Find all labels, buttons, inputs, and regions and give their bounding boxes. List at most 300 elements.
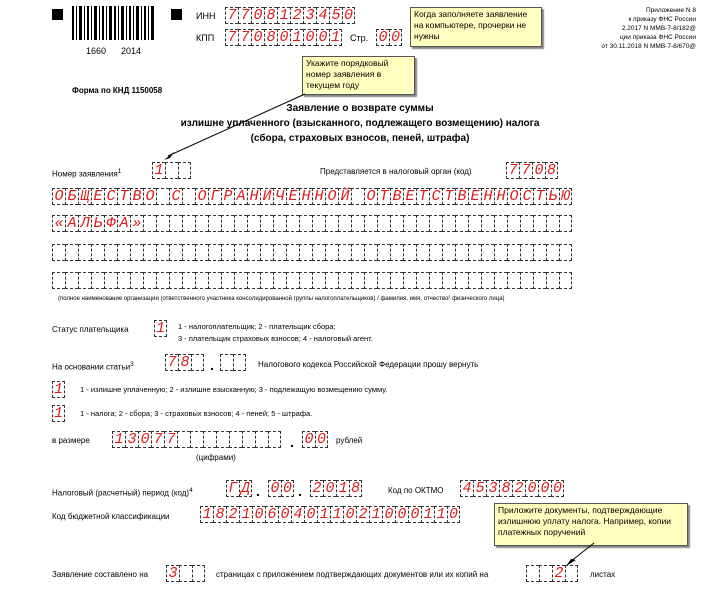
char-cell: [208, 272, 221, 289]
status-cells[interactable]: [154, 320, 167, 337]
char-cell: 7: [506, 162, 519, 179]
char-cell: 0: [532, 162, 545, 179]
char-cell: 0: [395, 506, 408, 523]
char-cell: 8: [350, 480, 360, 497]
char-cell: [533, 272, 546, 289]
char-cell: 0: [252, 506, 265, 523]
period-cells-2[interactable]: [268, 480, 294, 497]
article-cells[interactable]: [165, 354, 204, 371]
char-cell: [364, 215, 377, 232]
char-cell: Н: [494, 188, 507, 205]
char-cell: 5: [329, 7, 342, 24]
char-cell: [442, 244, 455, 261]
kbk-cells[interactable]: [200, 506, 460, 523]
char-cell: А: [65, 215, 78, 232]
char-cell: [229, 431, 242, 448]
char-cell: 7: [165, 354, 178, 371]
char-cell: [182, 188, 195, 205]
char-cell: [507, 244, 520, 261]
char-cell: [565, 565, 578, 582]
char-cell: [481, 272, 494, 289]
char-cell: [468, 272, 481, 289]
char-cell: »: [130, 215, 143, 232]
char-cell: В: [130, 188, 143, 205]
kbk-label: Код бюджетной классификации: [52, 512, 170, 521]
char-cell: Т: [377, 188, 390, 205]
char-cell: [351, 272, 364, 289]
char-cell: [182, 244, 195, 261]
char-cell: [208, 215, 221, 232]
char-cell: [179, 565, 192, 582]
char-cell: [165, 162, 178, 179]
char-cell: [390, 244, 403, 261]
kind-desc: 1 - излишне уплаченную; 2 - излишне взысканную; 3 - подлежащую возмещению сумму.: [80, 385, 388, 394]
char-cell: 0: [251, 7, 264, 24]
char-cell: [546, 272, 559, 289]
char-cell: [220, 354, 233, 371]
char-cell: [156, 188, 169, 205]
char-cell: [481, 215, 494, 232]
char-cell: 7: [225, 7, 238, 24]
char-cell: 1: [112, 431, 125, 448]
char-cell: [539, 565, 552, 582]
char-cell: А: [234, 188, 247, 205]
period-cells-1[interactable]: [226, 480, 252, 497]
footer-text-2: страницах с приложением подтверждающих документов или их копий на: [216, 570, 489, 579]
char-cell: 3: [486, 480, 499, 497]
char-cell: 1: [277, 7, 290, 24]
char-cell: О: [143, 188, 156, 205]
char-cell: [546, 244, 559, 261]
char-cell: [52, 244, 65, 261]
char-cell: [468, 244, 481, 261]
inn-cells[interactable]: [225, 7, 355, 24]
char-cell: [130, 272, 143, 289]
char-cell: [234, 215, 247, 232]
char-cell: [403, 215, 416, 232]
char-cell: [156, 215, 169, 232]
org-name-row-1[interactable]: [52, 188, 572, 205]
char-cell: В: [455, 188, 468, 205]
char-cell: [169, 244, 182, 261]
char-cell: [338, 244, 351, 261]
char-cell: 0: [282, 480, 292, 497]
char-cell: 8: [213, 506, 226, 523]
kind-cells[interactable]: [52, 381, 65, 398]
char-cell: 6: [265, 506, 278, 523]
char-cell: 0: [251, 29, 264, 46]
char-cell: [169, 272, 182, 289]
char-cell: [234, 272, 247, 289]
char-cell: 1: [200, 506, 213, 523]
char-cell: 0: [390, 29, 400, 46]
char-cell: [143, 244, 156, 261]
char-cell: В: [390, 188, 403, 205]
authority-cells[interactable]: [506, 162, 558, 179]
char-cell: С: [104, 188, 117, 205]
char-cell: 1: [53, 381, 63, 398]
char-cell: Т: [533, 188, 546, 205]
char-cell: 0: [538, 480, 551, 497]
char-cell: [286, 244, 299, 261]
char-cell: [143, 215, 156, 232]
char-cell: Й: [338, 188, 351, 205]
footer-text-1: Заявление составлено на: [52, 570, 149, 579]
char-cell: [65, 244, 78, 261]
char-cell: [221, 244, 234, 261]
char-cell: [416, 244, 429, 261]
char-cell: [203, 431, 216, 448]
char-cell: [156, 244, 169, 261]
char-cell: 1: [330, 29, 340, 46]
char-cell: 0: [303, 29, 316, 46]
char-cell: 0: [302, 431, 315, 448]
char-cell: [494, 244, 507, 261]
org-name-row-3[interactable]: [52, 244, 572, 261]
char-cell: [208, 244, 221, 261]
char-cell: Р: [221, 188, 234, 205]
char-cell: [455, 272, 468, 289]
char-cell: [494, 272, 507, 289]
char-cell: [130, 244, 143, 261]
char-cell: [233, 354, 246, 371]
char-cell: [455, 215, 468, 232]
char-cell: [117, 272, 130, 289]
char-cell: [78, 244, 91, 261]
appendix-line: 2.2017 N ММВ-7-8/182@: [621, 25, 696, 32]
char-cell: О: [507, 188, 520, 205]
char-cell: [312, 215, 325, 232]
barcode: [72, 6, 154, 46]
char-cell: 5: [473, 480, 486, 497]
char-cell: [390, 215, 403, 232]
char-cell: Н: [299, 188, 312, 205]
char-cell: 0: [408, 506, 421, 523]
amount-unit: рублей: [336, 436, 363, 445]
char-cell: 0: [525, 480, 538, 497]
char-cell: 7: [164, 431, 177, 448]
char-cell: Ь: [91, 215, 104, 232]
char-cell: 0: [323, 480, 336, 497]
char-cell: 1: [421, 506, 434, 523]
oktmo-cells[interactable]: [460, 480, 564, 497]
form-code: Форма по КНД 1150058: [72, 86, 163, 95]
char-cell: О: [364, 188, 377, 205]
article-label: На основании статьи$^3$: [52, 361, 134, 372]
payment-desc: 1 - налога; 2 - сбора; 3 - страховых взносов; 4 - пеней; 5 - штрафа.: [80, 409, 313, 418]
char-cell: 3: [125, 431, 138, 448]
status-desc-2: 3 - плательщик страховых взносов; 4 - налоговый агент.: [178, 334, 373, 343]
char-cell: 7: [238, 29, 251, 46]
char-cell: [338, 215, 351, 232]
char-cell: 0: [277, 29, 290, 46]
char-cell: [299, 272, 312, 289]
article-text: Налогового кодекса Российской Федерации прошу вернуть: [258, 360, 479, 369]
char-cell: О: [325, 188, 338, 205]
title-line-1: Заявление о возврате суммы: [286, 103, 434, 114]
char-cell: [507, 215, 520, 232]
char-cell: [273, 244, 286, 261]
footer-text-3: листах: [590, 570, 616, 579]
char-cell: [299, 244, 312, 261]
char-cell: 4: [460, 480, 473, 497]
char-cell: [190, 431, 203, 448]
char-cell: [351, 188, 364, 205]
char-cell: [390, 272, 403, 289]
char-cell: 0: [316, 431, 326, 448]
tooltip-number: Укажите порядковый номер заявления в текущем году: [302, 56, 415, 95]
char-cell: [182, 215, 195, 232]
char-cell: [242, 431, 255, 448]
char-cell: [325, 244, 338, 261]
char-cell: 2: [310, 480, 323, 497]
char-cell: [533, 244, 546, 261]
org-name-note: (полное наименование организации (ответственного участника консолидированной группы налогоплательщиков) / фамилия, имя, отчество² физического лица): [58, 296, 505, 302]
char-cell: [442, 215, 455, 232]
char-cell: 0: [448, 506, 458, 523]
char-cell: [182, 272, 195, 289]
char-cell: О: [52, 188, 65, 205]
tooltip-documents: Приложите документы, подтверждающие излишнюю уплату налога. Например, копии платежных поручений: [494, 503, 688, 546]
char-cell: Е: [286, 188, 299, 205]
char-cell: [247, 244, 260, 261]
appendix-line: к приказу ФНС России: [628, 16, 696, 23]
char-cell: «: [52, 215, 65, 232]
char-cell: 1: [290, 29, 303, 46]
char-cell: [195, 244, 208, 261]
char-cell: Г: [208, 188, 221, 205]
char-cell: [338, 272, 351, 289]
char-cell: 0: [138, 431, 151, 448]
char-cell: [260, 215, 273, 232]
char-cell: [403, 244, 416, 261]
status-label: Статус плательщика: [52, 325, 129, 334]
char-cell: [143, 272, 156, 289]
char-cell: Ч: [273, 188, 286, 205]
period-dot-2: .: [298, 483, 302, 499]
char-cell: [286, 272, 299, 289]
char-cell: [559, 272, 572, 289]
char-cell: [546, 215, 559, 232]
char-cell: [325, 272, 338, 289]
char-cell: [416, 215, 429, 232]
char-cell: [255, 431, 268, 448]
char-cell: И: [260, 188, 273, 205]
char-cell: 2: [512, 480, 525, 497]
barcode-number-right: 2014: [121, 46, 142, 56]
char-cell: [533, 215, 546, 232]
char-cell: 1: [434, 506, 447, 523]
char-cell: С: [169, 188, 182, 205]
char-cell: [377, 215, 390, 232]
org-name-row-4[interactable]: [52, 272, 572, 289]
char-cell: 7: [225, 29, 238, 46]
char-cell: Т: [117, 188, 130, 205]
barcode-icon: [72, 6, 154, 40]
char-cell: Т: [442, 188, 455, 205]
char-cell: 8: [178, 354, 191, 371]
char-cell: 3: [303, 7, 316, 24]
char-cell: [216, 431, 229, 448]
char-cell: Т: [416, 188, 429, 205]
char-cell: 4: [316, 7, 329, 24]
char-cell: 1: [369, 506, 382, 523]
char-cell: [234, 244, 247, 261]
char-cell: [78, 272, 91, 289]
char-cell: [299, 215, 312, 232]
appendix-line: от 30.11.2018 N ММВ-7-8/670@: [601, 43, 696, 50]
char-cell: 7: [519, 162, 532, 179]
char-cell: 8: [264, 29, 277, 46]
char-cell: [260, 244, 273, 261]
char-cell: 0: [304, 506, 317, 523]
number-cells[interactable]: [152, 162, 191, 179]
char-cell: [364, 272, 377, 289]
char-cell: Е: [468, 188, 481, 205]
char-cell: [286, 215, 299, 232]
org-name-row-2[interactable]: [52, 215, 572, 232]
char-cell: [273, 215, 286, 232]
char-cell: [247, 215, 260, 232]
char-cell: [312, 272, 325, 289]
char-cell: 8: [264, 7, 277, 24]
char-cell: [455, 244, 468, 261]
char-cell: 2: [226, 506, 239, 523]
char-cell: [520, 215, 533, 232]
char-cell: [526, 565, 539, 582]
char-cell: 1: [152, 162, 165, 179]
char-cell: 0: [343, 506, 356, 523]
barcode-number-left: 1660: [86, 46, 107, 56]
char-cell: Е: [91, 188, 104, 205]
char-cell: Н: [247, 188, 260, 205]
char-cell: 7: [151, 431, 164, 448]
char-cell: [247, 272, 260, 289]
char-cell: [520, 272, 533, 289]
char-cell: Ю: [560, 188, 570, 205]
char-cell: [351, 244, 364, 261]
payment-cells[interactable]: [52, 405, 65, 422]
char-cell: [416, 272, 429, 289]
char-cell: [481, 244, 494, 261]
char-cell: О: [195, 188, 208, 205]
char-cell: [442, 272, 455, 289]
page-label: Стр.: [350, 33, 369, 43]
period-label: Налоговый (расчетный) период (код)$^4$: [52, 487, 193, 498]
char-cell: [429, 244, 442, 261]
char-cell: [91, 272, 104, 289]
char-cell: [195, 272, 208, 289]
char-cell: [221, 215, 234, 232]
char-cell: [192, 565, 205, 582]
char-cell: [507, 272, 520, 289]
kpp-label: КПП: [196, 33, 215, 43]
char-cell: [156, 272, 169, 289]
char-cell: 0: [268, 480, 281, 497]
char-cell: С: [429, 188, 442, 205]
char-cell: 2: [290, 7, 303, 24]
char-cell: Г: [226, 480, 239, 497]
char-cell: [364, 244, 377, 261]
char-cell: 2: [356, 506, 369, 523]
char-cell: [377, 244, 390, 261]
char-cell: 8: [499, 480, 512, 497]
char-cell: А: [117, 215, 130, 232]
amount-kopecks-cells[interactable]: [302, 431, 328, 448]
amount-rubles-cells[interactable]: [112, 431, 281, 448]
char-cell: [351, 215, 364, 232]
char-cell: 0: [316, 29, 329, 46]
char-cell: [178, 162, 191, 179]
char-cell: С: [520, 188, 533, 205]
title-line-2: излишне уплаченного (взысканного, подлежащего возмещению) налога: [180, 118, 540, 129]
char-cell: [169, 215, 182, 232]
article-dot: .: [210, 357, 214, 373]
char-cell: 8: [546, 162, 556, 179]
char-cell: 0: [376, 29, 389, 46]
char-cell: [559, 244, 572, 261]
char-cell: 1: [330, 506, 343, 523]
char-cell: Л: [78, 215, 91, 232]
title-line-3: (сбора, страховых взносов, пеней, штрафа): [250, 133, 470, 144]
authority-label: Представляется в налоговый орган (код): [320, 167, 472, 176]
char-cell: [177, 431, 190, 448]
char-cell: [494, 215, 507, 232]
char-cell: 0: [552, 480, 562, 497]
inn-label: ИНН: [196, 11, 216, 21]
char-cell: Д: [240, 480, 250, 497]
char-cell: [191, 354, 204, 371]
char-cell: 0: [278, 506, 291, 523]
char-cell: 1: [53, 405, 63, 422]
char-cell: 7: [238, 7, 251, 24]
char-cell: Б: [65, 188, 78, 205]
footer-sheets-cells[interactable]: [526, 565, 578, 582]
char-cell: 2: [552, 565, 565, 582]
period-cells-3[interactable]: [310, 480, 362, 497]
char-cell: [104, 244, 117, 261]
period-dot-1: .: [256, 483, 260, 499]
article-sub-cells[interactable]: [220, 354, 246, 371]
char-cell: [91, 244, 104, 261]
amount-dot: .: [290, 434, 294, 450]
page-cells[interactable]: [376, 29, 402, 46]
footer-pages-cells[interactable]: [166, 565, 205, 582]
char-cell: [520, 244, 533, 261]
char-cell: Ф: [104, 215, 117, 232]
char-cell: [268, 431, 281, 448]
char-cell: [65, 272, 78, 289]
char-cell: [377, 272, 390, 289]
kpp-cells[interactable]: [225, 29, 342, 46]
char-cell: [403, 272, 416, 289]
char-cell: Щ: [78, 188, 91, 205]
char-cell: 1: [155, 320, 165, 337]
char-cell: Н: [481, 188, 494, 205]
char-cell: 1: [336, 480, 349, 497]
appendix-line: Приложение N 8: [645, 7, 696, 14]
char-cell: [104, 272, 117, 289]
char-cell: [117, 244, 130, 261]
char-cell: 1: [317, 506, 330, 523]
char-cell: Н: [312, 188, 325, 205]
char-cell: 3: [166, 565, 179, 582]
corner-marker: [52, 9, 63, 20]
char-cell: [221, 272, 234, 289]
char-cell: [559, 215, 572, 232]
status-desc-1: 1 - налогоплательщик; 2 - плательщик сбора;: [178, 322, 336, 331]
char-cell: 4: [291, 506, 304, 523]
